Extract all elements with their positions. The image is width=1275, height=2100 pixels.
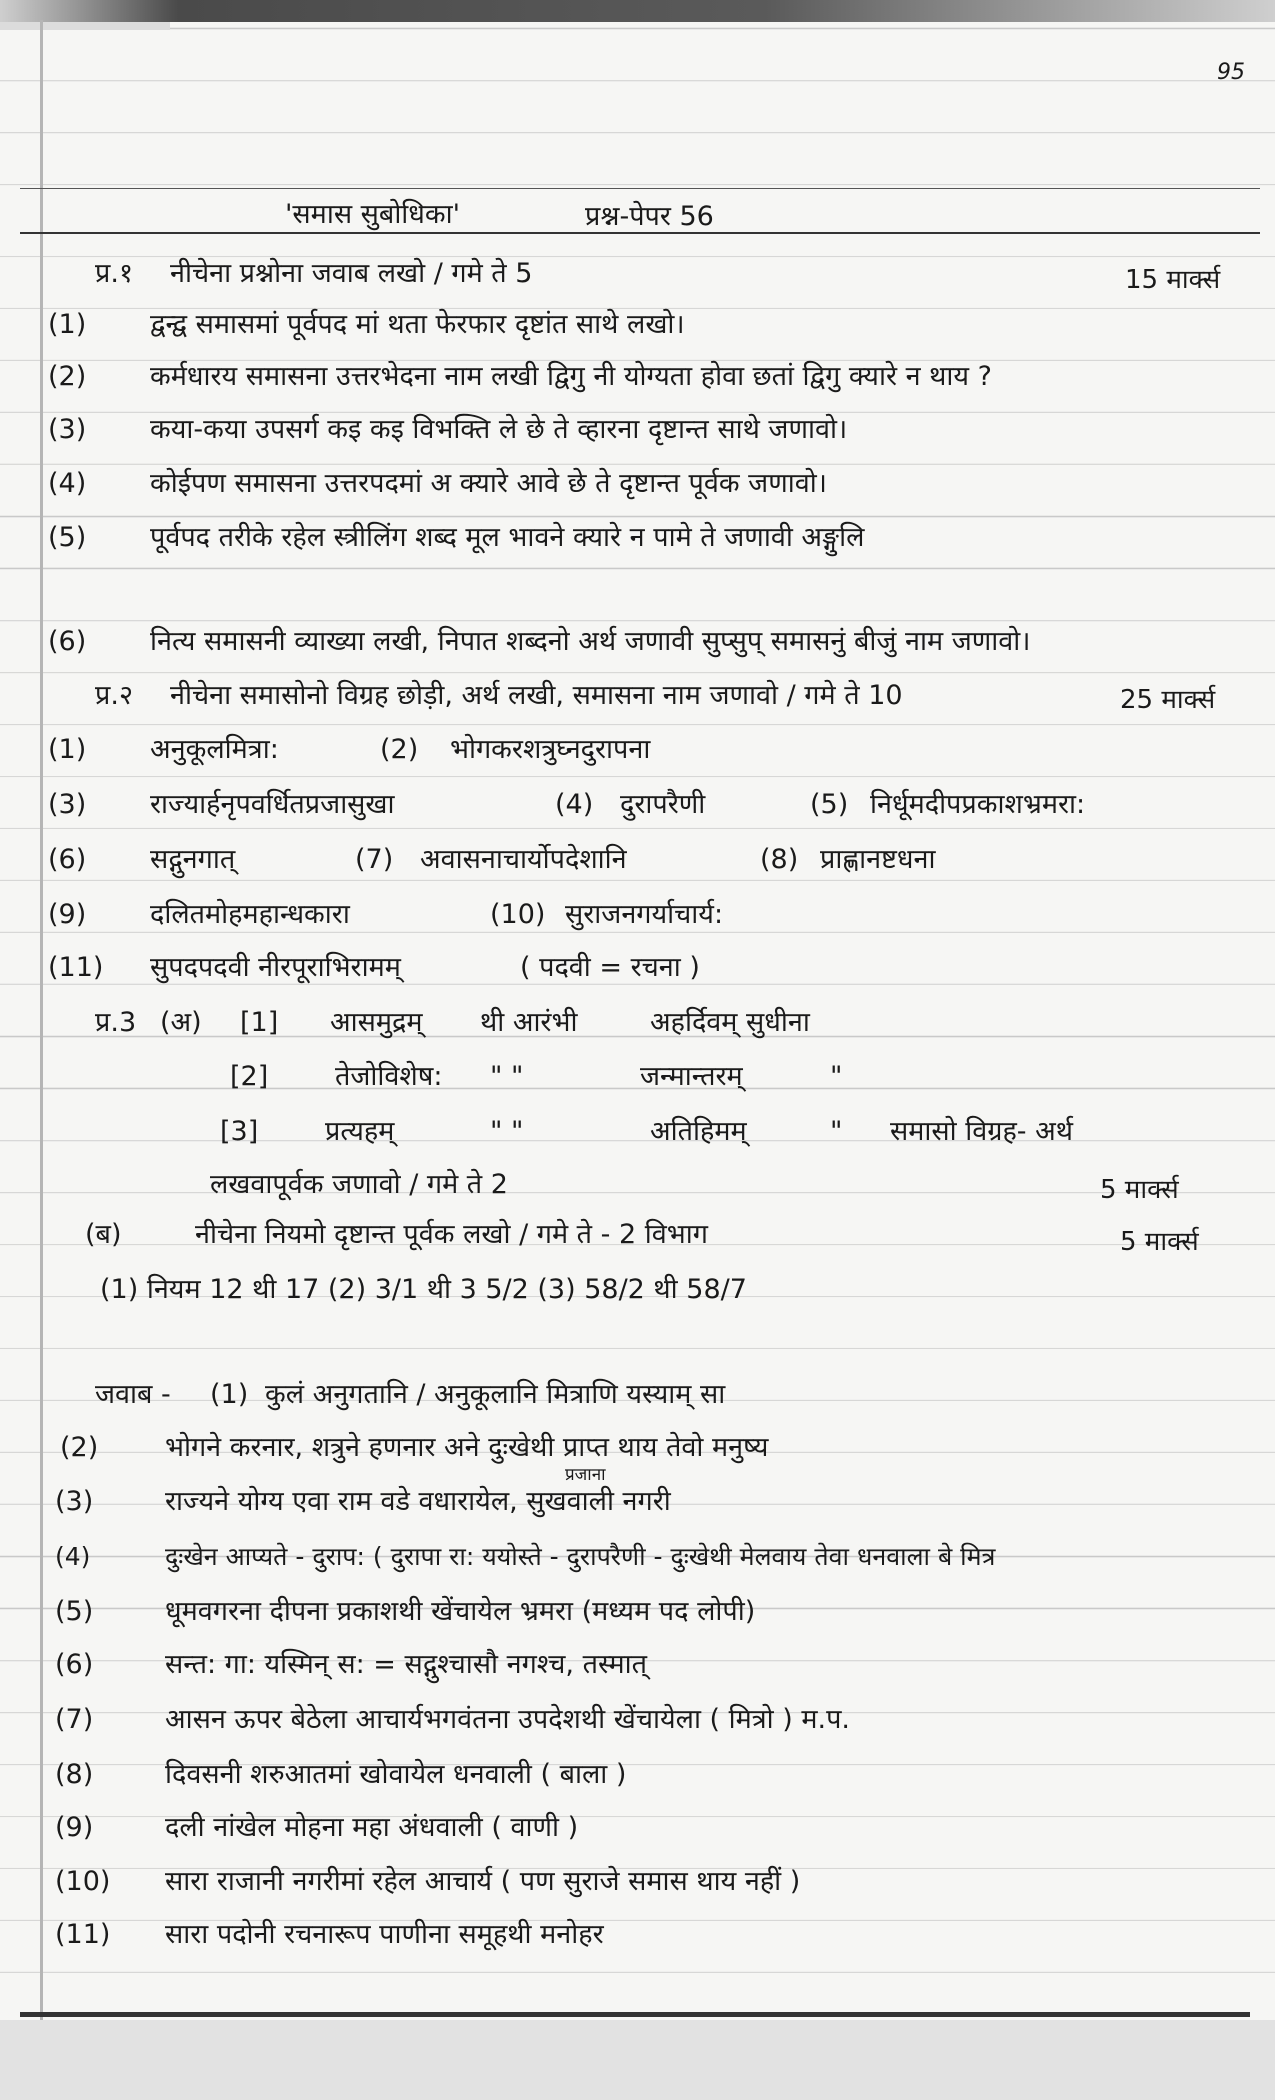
- q1-item-num: (4): [48, 468, 87, 499]
- q2-item-text: दुरापरैणी: [620, 789, 706, 820]
- answer-text: आसन ऊपर बेठेला आचार्यभगवंतना उपदेशथी खेंचायेला ( मित्रो ) म.प.: [165, 1704, 851, 1735]
- header-paper: प्रश्न-पेपर 56: [585, 201, 714, 232]
- q2-item-num: (6): [48, 844, 87, 875]
- q1-item-num: (1): [48, 309, 87, 340]
- q2-item-num: (4): [555, 789, 594, 820]
- q1-item-num: (6): [48, 626, 87, 657]
- q3-a-num: [2]: [230, 1061, 269, 1092]
- q3-a-to: अहर्दिवम् सुधीना: [650, 1007, 810, 1038]
- answer-text: सारा राजानी नगरीमां रहेल आचार्य ( पण सुराजे समास थाय नहीं ): [165, 1866, 801, 1897]
- answer-text: राज्यने योग्य एवा राम वडे वधारायेल, सुखवाली नगरी: [165, 1486, 671, 1517]
- q1-item-num: (2): [48, 361, 87, 392]
- q2-item-text: दलितमोहमहान्धकारा: [150, 899, 350, 930]
- q2-label: प्र.२: [95, 680, 133, 711]
- answer-text: दुःखेन आप्यते - दुराप: ( दुरापा रा: ययोस्ते - दुरापरैणी - दुःखेथी मेलवाय तेवा धनवाला बे मित्र: [165, 1542, 996, 1571]
- q2-item-text: अनुकूलमित्रा:: [150, 734, 279, 765]
- q1-item-num: (5): [48, 522, 87, 553]
- answer-text: दिवसनी शरुआतमां खोवायेल धनवाली ( बाला ): [165, 1759, 627, 1790]
- bottom-rule: [20, 2012, 1250, 2017]
- q2-marks: 25 मार्क्स: [1120, 685, 1216, 715]
- q1-label: प्र.१: [95, 258, 133, 289]
- q2-item-num: (9): [48, 899, 87, 930]
- scan-top-edge: [0, 0, 1275, 22]
- answer-text: दली नांखेल मोहना महा अंधवाली ( वाणी ): [165, 1812, 579, 1843]
- q2-item-num: (10): [490, 899, 546, 930]
- q1-item-text: द्वन्द्व समासमां पूर्वपद मां थता फेरफार दृष्टांत साथे लखो।: [150, 309, 685, 340]
- q1-instruction: नीचेना प्रश्नोना जवाब लखो / गमे ते 5: [170, 258, 533, 289]
- q2-item-text: प्राह्णानष्टधना: [820, 844, 936, 875]
- q2-item-text: सद्गुनगात्: [150, 844, 236, 875]
- header-rule-thin: [20, 188, 1260, 189]
- answer-num: (1): [210, 1379, 249, 1410]
- margin-line: [40, 20, 43, 2020]
- q3-b-marks: 5 मार्क्स: [1120, 1227, 1199, 1257]
- q3-a-to: जन्मान्तरम्: [640, 1061, 743, 1092]
- answer-text: भोगने करनार, शत्रुने हणनार अने दुःखेथी प्राप्त थाय तेवो मनुष्य: [165, 1432, 769, 1463]
- q2-item-text: निर्धूमदीपप्रकाशभ्रमरा:: [870, 789, 1086, 820]
- q3-a-to: अतिहिमम्: [650, 1116, 747, 1147]
- answer-num: (7): [55, 1704, 94, 1735]
- q3-a-from: प्रत्यहम्: [325, 1116, 395, 1147]
- q3-a-end: ": [830, 1061, 843, 1092]
- answers-label: जवाब -: [95, 1379, 171, 1410]
- page-number: 95: [1217, 60, 1245, 85]
- answer-text: धूमवगरना दीपना प्रकाशथी खेंचायेल भ्रमरा (मध्यम पद लोपी): [165, 1596, 756, 1627]
- q2-item-text: राज्यार्हनृपवर्धितप्रजासुखा: [150, 789, 395, 820]
- answer-insertion: प्रजाना: [565, 1465, 606, 1485]
- q1-item-text: कर्मधारय समासना उत्तरभेदना नाम लखी द्विगु नी योग्यता होवा छतां द्विगु क्यारे न थाय ?: [150, 361, 992, 392]
- q3-label: प्र.3: [95, 1007, 137, 1038]
- q3-a-marks: 5 मार्क्स: [1100, 1175, 1179, 1205]
- q1-item-text: कया-कया उपसर्ग कइ कइ विभक्ति ले छे ते व्हारना दृष्टान्त साथे जणावो।: [150, 414, 848, 445]
- q3-a-from: आसमुद्रम्: [330, 1007, 423, 1038]
- answer-num: (3): [55, 1486, 94, 1517]
- answer-num: (6): [55, 1649, 94, 1680]
- q1-marks: 15 मार्क्स: [1125, 265, 1221, 295]
- q3-a-from: तेजोविशेष:: [335, 1061, 443, 1092]
- header-rule: [20, 232, 1260, 234]
- answer-text: सन्त: गा: यस्मिन् स: = सद्गुश्चासौ नगश्च, तस्मात्: [165, 1649, 647, 1680]
- q2-item-num: (8): [760, 844, 799, 875]
- q2-item-text: सुपदपदवी नीरपूराभिरामम्: [150, 952, 401, 983]
- q3-b-rules: (1) नियम 12 थी 17 (2) 3/1 थी 3 5/2 (3) 58/2 थी 58/7: [100, 1274, 747, 1305]
- q3-a-num: [1]: [240, 1007, 279, 1038]
- answer-num: (8): [55, 1759, 94, 1790]
- q1-item-num: (3): [48, 414, 87, 445]
- q1-item-text: नित्य समासनी व्याख्या लखी, निपात शब्दनो अर्थ जणावी सुप्सुप् समासनुं बीजुं नाम जणावो।: [150, 626, 1031, 657]
- answer-text: सारा पदोनी रचनारूप पाणीना समूहथी मनोहर: [165, 1919, 604, 1950]
- q3-a-mid: " ": [490, 1116, 524, 1147]
- q3-a-tail: समासो विग्रह- अर्थ: [890, 1116, 1073, 1147]
- q2-item-text: सुराजनगर्याचार्य:: [565, 899, 724, 930]
- header-title: 'समास सुबोधिका': [285, 199, 461, 230]
- q2-item-num: (3): [48, 789, 87, 820]
- q3-a-mid: थी आरंभी: [480, 1007, 578, 1038]
- q2-item-num: (2): [380, 734, 419, 765]
- answer-num: (4): [55, 1542, 91, 1571]
- q2-instruction: नीचेना समासोनो विग्रह छोड़ी, अर्थ लखी, समासना नाम जणावो / गमे ते 10: [170, 680, 903, 711]
- q1-item-text: कोईपण समासना उत्तरपदमां अ क्यारे आवे छे ते दृष्टान्त पूर्वक जणावो।: [150, 468, 827, 499]
- q2-note: ( पदवी = रचना ): [520, 952, 700, 983]
- q3-a-footer: लखवापूर्वक जणावो / गमे ते 2: [210, 1169, 508, 1200]
- answer-num: (10): [55, 1866, 111, 1897]
- q2-item-text: भोगकरशत्रुघ्नदुरापना: [450, 734, 651, 765]
- scan-bottom-edge: [0, 2020, 1275, 2100]
- q2-item-num: (5): [810, 789, 849, 820]
- q2-item-num: (1): [48, 734, 87, 765]
- answer-num: (2): [60, 1432, 99, 1463]
- answer-num: (5): [55, 1596, 94, 1627]
- q3-a-num: [3]: [220, 1116, 259, 1147]
- answer-num: (9): [55, 1812, 94, 1843]
- q2-item-num: (7): [355, 844, 394, 875]
- answer-num: (11): [55, 1919, 111, 1950]
- q3-b-label: (ब): [85, 1219, 122, 1250]
- q2-item-num: (11): [48, 952, 104, 983]
- q3-b-instruction: नीचेना नियमो दृष्टान्त पूर्वक लखो / गमे ते - 2 विभाग: [195, 1219, 708, 1250]
- q1-item-text: पूर्वपद तरीके रहेल स्त्रीलिंग शब्द मूल भावने क्यारे न पामे ते जणावी अङ्गुलि: [150, 522, 865, 553]
- q3-a-mid: " ": [490, 1061, 524, 1092]
- answer-text: कुलं अनुगतानि / अनुकूलानि मित्राणि यस्याम् सा: [265, 1379, 726, 1410]
- q3-a-label: (अ): [160, 1007, 202, 1038]
- q2-item-text: अवासनाचार्योपदेशानि: [420, 844, 627, 875]
- q3-a-end: ": [830, 1116, 843, 1147]
